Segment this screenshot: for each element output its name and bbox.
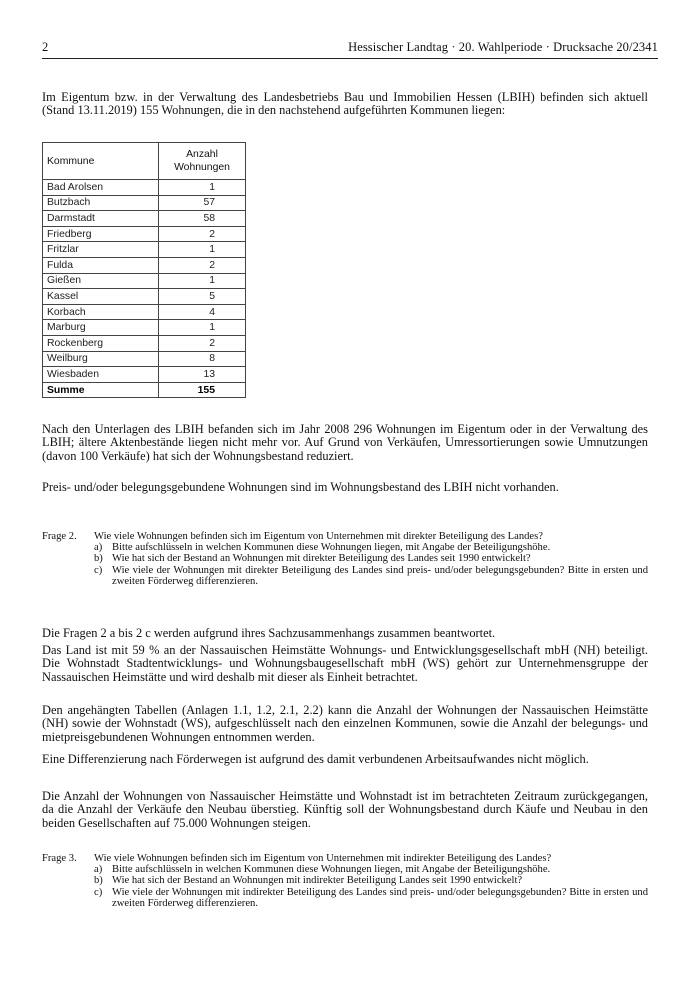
page-header <box>42 40 658 59</box>
table-row <box>43 367 246 383</box>
cell-anzahl: 1 <box>159 320 246 336</box>
cell-anzahl: 2 <box>159 226 246 242</box>
paragraph-preis: Preis- und/oder belegungsgebundene Wohnungen sind im Wohnungsbestand des LBIH nicht vorhanden. <box>42 480 559 494</box>
frage-2-a <box>94 542 648 553</box>
intro-paragraph: Im Eigentum bzw. in der Verwaltung des Landesbetriebs Bau und Immobilien Hessen (LBIH) befinden sich aktuell (Stand 13.11.2019) 155 Wohnungen, die in den nachstehend aufgeführten Kommunen liegen: <box>42 90 648 118</box>
cell-anzahl: 1 <box>159 273 246 289</box>
cell-kommune: Darmstadt <box>43 211 159 227</box>
cell-kommune: Bad Arolsen <box>43 180 159 196</box>
table-row <box>43 351 246 367</box>
frage-2-question: Wie viele Wohnungen befinden sich im Eigentum von Unternehmen mit direkter Beteiligung des Landes? <box>94 531 543 542</box>
table-sum-row <box>43 382 246 398</box>
frage-3-label: Frage 3. <box>42 853 77 864</box>
paragraph-fragen: Die Fragen 2 a bis 2 c werden aufgrund ihres Sachzusammenhangs zusammen beantwortet. <box>42 626 496 640</box>
kommunen-table <box>42 142 246 398</box>
paragraph-tabellen: Den angehängten Tabellen (Anlagen 1.1, 1.2, 2.1, 2.2) kann die Anzahl der Wohnungen der Nassauischen Heimstätte (NH) sowie der Wohnstadt (WS), aufgeschlüsselt nach den einzelnen Kommunen, sowie die Anzahl der belegungs- und mietpreisgebundenen Wohnungen entnommen werden. <box>42 703 648 744</box>
table-row <box>43 226 246 242</box>
frage-2-b <box>94 553 648 564</box>
cell-kommune: Marburg <box>43 320 159 336</box>
sum-label: Summe <box>43 382 159 398</box>
frage-3-c-text: Wie viele der Wohnungen mit indirekter Beteiligung des Landes sind preis- und/oder belegungsgebunden? Bitte in ersten und zweiten Förderweg differenzieren. <box>112 886 648 909</box>
cell-anzahl: 57 <box>159 195 246 211</box>
table-row <box>43 320 246 336</box>
header-title: Hessischer Landtag · 20. Wahlperiode · Drucksache 20/2341 <box>348 40 658 54</box>
cell-anzahl: 5 <box>159 289 246 305</box>
page-number: 2 <box>42 40 49 54</box>
cell-anzahl: 1 <box>159 242 246 258</box>
frage-3-c-label: c) <box>94 886 103 898</box>
frage-2-c-label: c) <box>94 564 103 576</box>
col-header-anzahl-line2: Wohnungen <box>174 162 230 173</box>
frage-3-b <box>94 875 648 886</box>
table-row <box>43 304 246 320</box>
cell-anzahl: 8 <box>159 351 246 367</box>
cell-kommune: Korbach <box>43 304 159 320</box>
frage-3-question: Wie viele Wohnungen befinden sich im Eigentum von Unternehmen mit indirekter Beteiligung des Landes? <box>94 853 552 864</box>
frage-2-label: Frage 2. <box>42 531 77 542</box>
frage-3-b-text: Wie hat sich der Bestand an Wohnungen mit indirekter Beteiligung Landes seit 1990 entwickelt? <box>112 875 523 887</box>
cell-anzahl: 13 <box>159 367 246 383</box>
frage-2-b-label: b) <box>94 553 103 565</box>
table-header-row <box>43 143 246 180</box>
table-row <box>43 335 246 351</box>
cell-anzahl: 4 <box>159 304 246 320</box>
col-header-kommune: Kommune <box>43 143 159 180</box>
cell-anzahl: 2 <box>159 257 246 273</box>
sum-value: 155 <box>159 382 246 398</box>
cell-kommune: Fulda <box>43 257 159 273</box>
paragraph-land: Das Land ist mit 59 % an der Nassauischen Heimstätte Wohnungs- und Entwicklungsgesellschaft mbH (NH) beteiligt. Die Wohnstadt Stadtentwicklungs- und Wohnungsbaugesellschaft mbH (WS) gehört zur Unternehmensgruppe der Nassauischen Heimstätte und wird deshalb mit dieser als Einheit betrachtet. <box>42 643 648 684</box>
frage-2-a-label: a) <box>94 542 103 554</box>
cell-kommune: Friedberg <box>43 226 159 242</box>
frage-2-a-text: Bitte aufschlüsseln in welchen Kommunen diese Wohnungen liegen, mit Angabe der Beteiligungshöhe. <box>112 542 551 554</box>
frage-2-c <box>94 565 648 587</box>
table-row <box>43 195 246 211</box>
cell-anzahl: 58 <box>159 211 246 227</box>
col-header-anzahl-line1: Anzahl <box>186 149 218 160</box>
cell-kommune: Rockenberg <box>43 335 159 351</box>
cell-kommune: Fritzlar <box>43 242 159 258</box>
frage-2-c-text: Wie viele der Wohnungen mit direkter Beteiligung des Landes sind preis- und/oder belegungsgebunden? Bitte in ersten und zweiten Förderweg differenzieren. <box>112 564 648 587</box>
frage-3-a-text: Bitte aufschlüsseln in welchen Kommunen diese Wohnungen liegen, mit Angabe der Beteiligungshöhe. <box>112 864 551 876</box>
cell-kommune: Wiesbaden <box>43 367 159 383</box>
frage-3-a-label: a) <box>94 864 103 876</box>
table-row <box>43 211 246 227</box>
cell-anzahl: 2 <box>159 335 246 351</box>
table-row <box>43 289 246 305</box>
col-header-anzahl <box>159 143 246 180</box>
table-row <box>43 257 246 273</box>
paragraph-anzahl: Die Anzahl der Wohnungen von Nassauischer Heimstätte und Wohnstadt ist im betrachteten Zeitraum zurückgegangen, da die Anzahl der Verkäufe den Neubau überstieg. Künftig soll der Wohnungsbestand durch Käufe und Neubau in den beiden Gesellschaften auf 75.000 Wohnungen steigen. <box>42 789 648 830</box>
frage-2-b-text: Wie hat sich der Bestand an Wohnungen mit direkter Beteiligung des Landes seit 1990 entwickelt? <box>112 553 531 565</box>
cell-kommune: Butzbach <box>43 195 159 211</box>
frage-3-b-label: b) <box>94 875 103 887</box>
paragraph-2008: Nach den Unterlagen des LBIH befanden sich im Jahr 2008 296 Wohnungen im Eigentum oder in der Verwaltung des LBIH; ältere Aktenbestände liegen nicht mehr vor. Auf Grund von Verkäufen, Umressortierungen sowie Umnutzungen (davon 100 Verkäufe) hat sich der Wohnungsbestand reduziert. <box>42 422 648 463</box>
frage-3-a <box>94 864 648 875</box>
cell-anzahl: 1 <box>159 180 246 196</box>
cell-kommune: Gießen <box>43 273 159 289</box>
table-row <box>43 242 246 258</box>
table-row <box>43 273 246 289</box>
frage-3-c <box>94 887 648 909</box>
cell-kommune: Weilburg <box>43 351 159 367</box>
cell-kommune: Kassel <box>43 289 159 305</box>
table-row <box>43 180 246 196</box>
paragraph-differenz: Eine Differenzierung nach Förderwegen ist aufgrund des damit verbundenen Arbeitsaufwandes nicht möglich. <box>42 752 589 766</box>
